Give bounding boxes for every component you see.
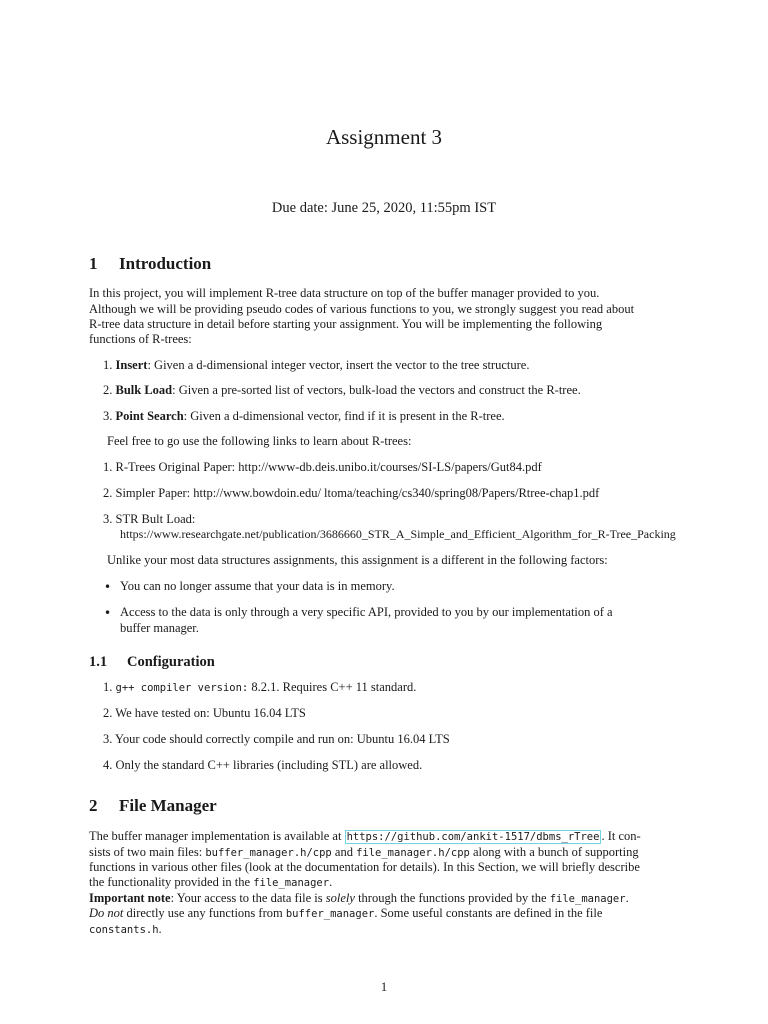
intro-line-1: In this project, you will implement R-tree data structure on top of the buffer manager provided to you.: [89, 286, 600, 300]
section-heading-introduction: [89, 254, 211, 274]
important-note-label: Important note: [89, 891, 171, 905]
bullet-icon: •: [104, 606, 112, 620]
function-desc: : Given a d-dimensional integer vector, insert the vector to the tree structure.: [147, 358, 530, 372]
item-text: We have tested on: Ubuntu 16.04 LTS: [115, 706, 306, 720]
due-date: Due date: June 25, 2020, 11:55pm IST: [271, 200, 497, 216]
text-span: and: [331, 845, 357, 859]
list-number: 2.: [103, 486, 113, 500]
function-desc: : Given a d-dimensional vector, find if it is present in the R-tree.: [183, 409, 505, 423]
text-span: : Your access to the data file is: [170, 891, 326, 905]
intro-line-4: functions of R-trees:: [89, 332, 192, 346]
list-item: [103, 460, 542, 476]
list-number: 1.: [103, 460, 113, 474]
function-name: Bulk Load: [115, 383, 173, 397]
function-name: Point Search: [115, 409, 184, 423]
function-desc: : Given a pre-sorted list of vectors, bulk-load the vectors and construct the R-tree.: [172, 383, 581, 397]
code-text: g++ compiler version:: [115, 682, 249, 694]
code-text: constants.h: [89, 924, 159, 936]
text-span: sists of two main files:: [89, 845, 206, 859]
list-item: [103, 409, 505, 425]
paragraph-line: functions in various other files (look at the documentation for details). In this Section, we will briefly describe: [89, 860, 640, 874]
section-number: 1.1: [89, 654, 108, 670]
text-span: .: [625, 891, 629, 905]
paragraph-line: [89, 875, 332, 892]
link-url[interactable]: https://www.researchgate.net/publication/3686660_STR_A_Simple_and_Efficient_Algorithm_for_R-Tree_Packing: [120, 527, 676, 541]
list-number: 3.: [103, 512, 113, 526]
subsection-heading-configuration: [89, 654, 215, 671]
item-text: Only the standard C++ libraries (including STL) are allowed.: [115, 758, 423, 772]
function-name: Insert: [115, 358, 148, 372]
section-title: Introduction: [119, 254, 212, 273]
text-span: solely: [325, 891, 355, 905]
bullet-text: You can no longer assume that your data is in memory.: [120, 579, 395, 593]
text-span: Do not: [89, 906, 124, 920]
code-text: file_manager: [549, 893, 626, 905]
page-number: 1: [380, 980, 388, 994]
links-intro: Feel free to go use the following links to learn about R-trees:: [107, 434, 412, 448]
list-item: [103, 383, 581, 399]
text-span: The buffer manager implementation is available at: [89, 829, 345, 843]
section-number: 1: [89, 254, 98, 273]
list-item: [103, 732, 450, 748]
link-text[interactable]: R-Trees Original Paper: http://www-db.deis.unibo.it/courses/SI-LS/papers/Gut84.pdf: [115, 460, 542, 474]
text-span: .: [329, 875, 333, 889]
repository-link[interactable]: https://github.com/ankit-1517/dbms_rTree: [346, 831, 600, 843]
list-item: [103, 680, 416, 697]
list-number: 2.: [103, 383, 113, 397]
code-text: buffer_manager.h/cpp: [205, 847, 332, 859]
code-text: buffer_manager: [285, 908, 375, 920]
list-number: 3.: [103, 732, 113, 746]
list-number: 1.: [103, 680, 113, 694]
list-item: [103, 486, 599, 502]
list-item: [103, 512, 195, 528]
paragraph-line: [89, 906, 602, 923]
text-span: along with a bunch of supporting: [469, 845, 639, 859]
link-text[interactable]: Simpler Paper: http://www.bowdoin.edu/ ltoma/teaching/cs340/spring08/Papers/Rtree-chap1.pdf: [115, 486, 600, 500]
document-title: Assignment 3: [325, 125, 443, 149]
paragraph-line: [89, 829, 641, 846]
item-text: Your code should correctly compile and run on: Ubuntu 16.04 LTS: [115, 732, 450, 746]
text-span: . Some useful constants are defined in the file: [374, 906, 603, 920]
section-number: 2: [89, 796, 98, 815]
section-title: Configuration: [127, 654, 215, 670]
list-number: 2.: [103, 706, 113, 720]
intro-line-3: R-tree data structure in detail before starting your assignment. You will be implementing the following: [89, 317, 603, 331]
differences-intro: Unlike your most data structures assignments, this assignment is a different in the following factors:: [107, 553, 608, 567]
text-span: through the functions provided by the: [354, 891, 550, 905]
bullet-text: Access to the data is only through a very specific API, provided to you by our implementation of a: [120, 605, 613, 619]
list-number: 1.: [103, 358, 113, 372]
intro-line-2: Although we will be providing pseudo codes of various functions to you, we strongly suggest you read about: [89, 302, 635, 316]
bullet-icon: •: [104, 580, 112, 594]
list-item: [103, 758, 422, 774]
text-span: .: [158, 922, 162, 936]
list-number: 3.: [103, 409, 113, 423]
text-span: directly use any functions from: [123, 906, 286, 920]
code-text: file_manager.h/cpp: [356, 847, 470, 859]
text-span: . It con-: [601, 829, 641, 843]
text-span: the functionality provided in the: [89, 875, 254, 889]
list-item: [103, 358, 529, 374]
bullet-text-cont: buffer manager.: [120, 621, 199, 635]
code-text: file_manager: [253, 877, 330, 889]
list-number: 4.: [103, 758, 113, 772]
paragraph-line: [89, 922, 162, 939]
section-heading-file-manager: [89, 796, 217, 816]
section-title: File Manager: [119, 796, 217, 815]
link-text: STR Bult Load:: [115, 512, 196, 526]
list-item: [103, 706, 306, 722]
item-text: 8.2.1. Requires C++ 11 standard.: [248, 680, 417, 694]
